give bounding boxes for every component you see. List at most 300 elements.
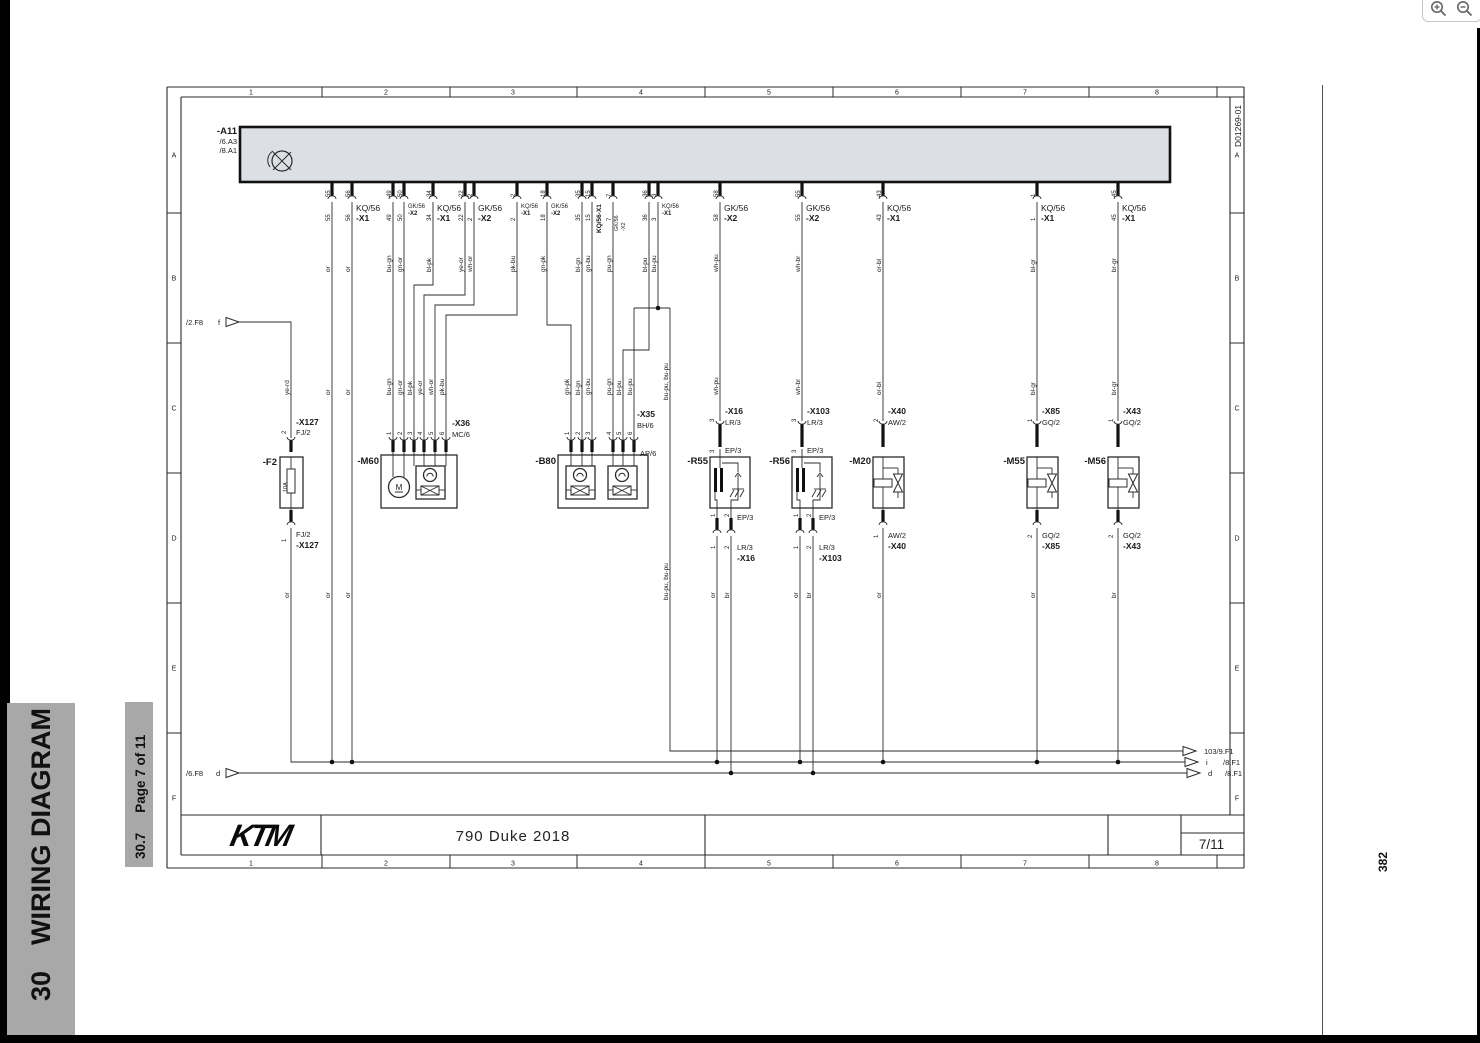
column-label: 2 bbox=[384, 860, 388, 868]
plug-pin-bar bbox=[632, 440, 635, 452]
label: 2 bbox=[725, 513, 731, 517]
wire bbox=[414, 202, 433, 440]
label: EP/3 bbox=[807, 446, 824, 455]
label: 5 bbox=[617, 431, 623, 435]
label: 2 bbox=[398, 431, 404, 435]
junction-dot bbox=[715, 760, 720, 765]
plug-pin-bar bbox=[444, 440, 447, 452]
connector-name: GK/56 bbox=[478, 203, 503, 213]
wire-color-label: gn-or bbox=[397, 379, 404, 395]
pin-number: 43 bbox=[877, 214, 883, 221]
sheet-number: 7/11 bbox=[1198, 836, 1225, 852]
bowtie-valve bbox=[1048, 474, 1057, 483]
connector-port: -X1 bbox=[662, 211, 672, 217]
plug-socket bbox=[287, 522, 295, 525]
label: 5 bbox=[429, 431, 435, 435]
wire-color-label: bl-pu bbox=[642, 257, 649, 272]
wire-color-label: or bbox=[284, 592, 291, 598]
zoom-in-icon[interactable] bbox=[1429, 0, 1449, 19]
row-label: B bbox=[171, 275, 177, 283]
pin-number: 56 bbox=[346, 190, 352, 197]
label: bu-pu, bu-pu bbox=[663, 363, 670, 400]
pin-number: 45 bbox=[1112, 190, 1118, 197]
pin-number: 58 bbox=[714, 190, 720, 197]
label: 10A bbox=[283, 482, 289, 492]
column-label: 4 bbox=[639, 860, 643, 868]
label: -X103 bbox=[807, 406, 830, 416]
label: M bbox=[395, 483, 403, 492]
label: -R56 bbox=[769, 456, 790, 467]
column-label: 7 bbox=[1023, 89, 1027, 97]
pin-number: 55 bbox=[796, 214, 802, 221]
column-label: 8 bbox=[1155, 89, 1159, 97]
column-label: 2 bbox=[384, 89, 388, 97]
connector-port: -X1 bbox=[1122, 213, 1136, 223]
connector-port: -X1 bbox=[437, 213, 451, 223]
wire bbox=[804, 463, 820, 472]
column-label: 7 bbox=[1023, 860, 1027, 868]
junction-dot bbox=[811, 771, 816, 776]
label: -X103 bbox=[819, 553, 842, 563]
pin-number: 3 bbox=[652, 217, 658, 221]
pin-number: 36 bbox=[643, 190, 649, 197]
plug-socket bbox=[1114, 421, 1122, 424]
column-label: 8 bbox=[1155, 860, 1159, 868]
junction-dot bbox=[798, 760, 803, 765]
label: 1 bbox=[794, 513, 800, 517]
cross-ref-arrow bbox=[226, 769, 239, 778]
pin-number: 18 bbox=[541, 214, 547, 221]
wire-color-label: pk-bu bbox=[510, 255, 517, 272]
plug-pin-bar bbox=[289, 440, 292, 452]
pin-number: 55 bbox=[326, 214, 332, 221]
label: -X85 bbox=[1042, 406, 1060, 416]
wire bbox=[670, 308, 1183, 751]
plug-pin-bar bbox=[729, 518, 732, 530]
label: -X43 bbox=[1123, 541, 1141, 551]
label: -X36 bbox=[452, 418, 470, 428]
wire-color-label: br bbox=[806, 592, 813, 598]
wire-color-label: or bbox=[876, 592, 883, 598]
connector-name: KQ/56 bbox=[521, 204, 539, 210]
wire-color-label: pk-bu bbox=[439, 378, 446, 395]
label: i bbox=[1206, 758, 1208, 767]
label: 3 bbox=[710, 449, 716, 453]
wire bbox=[424, 202, 465, 440]
pin-number: 56 bbox=[346, 214, 352, 221]
column-label: 5 bbox=[767, 89, 771, 97]
pin-number: 49 bbox=[387, 190, 393, 197]
wire bbox=[547, 202, 571, 440]
connector-name: KQ/56 bbox=[1122, 203, 1147, 213]
ecu-box bbox=[240, 127, 1170, 182]
wire-color-label: or bbox=[710, 592, 717, 598]
label: 1 bbox=[282, 538, 288, 542]
column-label: 3 bbox=[511, 860, 515, 868]
row-label: A bbox=[171, 152, 177, 160]
pin-number: 34 bbox=[427, 190, 433, 197]
plug-pin-bar bbox=[1035, 424, 1038, 447]
connector-name: GK/56 bbox=[551, 204, 569, 210]
label: BH/6 bbox=[637, 421, 654, 430]
plug-pin-bar bbox=[715, 518, 718, 530]
wire-color-label: ye-rd bbox=[284, 380, 291, 395]
wire-color-label: gn-or bbox=[397, 256, 404, 272]
pin-number: 18 bbox=[541, 190, 547, 197]
wire-color-label: or-bl bbox=[876, 381, 883, 395]
connector-port: -X1 bbox=[887, 213, 901, 223]
connector-name: KQ/56 bbox=[1041, 203, 1066, 213]
resistor-bar bbox=[796, 468, 799, 492]
label: -X40 bbox=[888, 406, 906, 416]
wire-color-label: ye-or bbox=[417, 380, 424, 395]
pin-number: 35 bbox=[576, 214, 582, 221]
wire-color-label: bl-pu bbox=[616, 380, 623, 395]
connector-name: KQ/56 bbox=[887, 203, 912, 213]
wire-color-label: gn-bu bbox=[585, 255, 592, 272]
wire-color-label: wh-or bbox=[428, 378, 435, 395]
label: f bbox=[218, 318, 221, 327]
pin-number: 1 bbox=[1031, 217, 1037, 221]
wire-color-label: gn-bu bbox=[585, 378, 592, 395]
symbol-circle bbox=[574, 469, 587, 482]
cross-ref-arrow bbox=[1187, 769, 1200, 778]
wire bbox=[435, 202, 474, 440]
plug-socket bbox=[716, 421, 724, 424]
label: FJ/2 bbox=[296, 428, 311, 437]
section-number: 30.7 bbox=[132, 832, 148, 859]
pin-number: 58 bbox=[714, 214, 720, 221]
wire-color-label: bu-gn bbox=[386, 378, 393, 395]
wire bbox=[623, 202, 649, 440]
junction-dot bbox=[881, 760, 886, 765]
row-label: F bbox=[171, 795, 177, 803]
plug-socket bbox=[798, 421, 806, 424]
label: -M20 bbox=[849, 456, 871, 467]
connector-port: -X2 bbox=[724, 213, 738, 223]
bowtie-valve bbox=[894, 474, 903, 483]
symbol-circle bbox=[616, 469, 629, 482]
label: 1 bbox=[711, 513, 717, 517]
connector-name: GK/56 bbox=[724, 203, 749, 213]
pin-number: 7 bbox=[607, 193, 613, 197]
plug-socket bbox=[1114, 522, 1122, 525]
label: -B80 bbox=[535, 456, 556, 467]
plug-pin-bar bbox=[422, 440, 425, 452]
wire-color-label: pu-gn bbox=[606, 378, 613, 395]
pin-number: 1 bbox=[1031, 193, 1037, 197]
label: GQ/2 bbox=[1123, 418, 1141, 427]
pin-number: 2 bbox=[468, 217, 474, 221]
label: 2 bbox=[807, 545, 813, 549]
wire-color-label: or-bl bbox=[876, 258, 883, 272]
cross-ref-arrow bbox=[1185, 758, 1198, 767]
cross-ref-arrow bbox=[1183, 747, 1196, 756]
wire bbox=[446, 202, 517, 440]
row-label: E bbox=[1234, 665, 1240, 673]
resistor-bar bbox=[714, 468, 717, 492]
plug-pin-bar bbox=[798, 518, 801, 530]
plug-socket bbox=[879, 522, 887, 525]
label: 1 bbox=[1028, 418, 1034, 422]
label: d bbox=[216, 769, 221, 778]
plug-pin-bar bbox=[1035, 510, 1038, 522]
pin-number: 45 bbox=[1112, 214, 1118, 221]
column-label: 6 bbox=[895, 860, 899, 868]
label: 2 bbox=[807, 513, 813, 517]
plug-pin-bar bbox=[289, 510, 292, 522]
wire-color-label: or bbox=[325, 266, 332, 272]
label: 1 bbox=[565, 431, 571, 435]
bowtie-valve bbox=[1129, 483, 1138, 492]
label: bu-pu, bu-pu bbox=[663, 563, 670, 600]
pin-number: 49 bbox=[387, 214, 393, 221]
pin-number: 2 bbox=[468, 193, 474, 197]
wire bbox=[730, 490, 734, 497]
column-label: 3 bbox=[511, 89, 515, 97]
junction-dot bbox=[330, 760, 335, 765]
label: 3 bbox=[408, 431, 414, 435]
pin-number: 22 bbox=[459, 214, 465, 221]
wire-color-label: or bbox=[793, 592, 800, 598]
label: 4 bbox=[418, 431, 424, 435]
pin-number: 2 bbox=[511, 193, 517, 197]
label: AW/2 bbox=[888, 418, 907, 427]
wire-color-label: or bbox=[325, 389, 332, 395]
wire-color-label: br bbox=[1111, 592, 1118, 598]
plug-pin-bar bbox=[881, 424, 884, 447]
wire bbox=[291, 528, 1185, 762]
label: 6 bbox=[628, 431, 634, 435]
plug-socket bbox=[713, 530, 721, 533]
label: -X43 bbox=[1123, 406, 1141, 416]
label: 2 bbox=[576, 431, 582, 435]
label: -X35 bbox=[637, 409, 655, 419]
symbol-arc bbox=[619, 473, 625, 476]
column-label: 1 bbox=[249, 860, 253, 868]
label: -X127 bbox=[296, 417, 319, 427]
connector-name: GK/56 bbox=[614, 215, 620, 231]
book-page-number: 382 bbox=[1376, 851, 1390, 872]
resistor-bar bbox=[720, 468, 723, 492]
wire-color-label: or bbox=[345, 389, 352, 395]
connector-name: KQ/56 bbox=[356, 203, 381, 213]
wire-color-label: or bbox=[325, 592, 332, 598]
chapter-number: 30 bbox=[25, 970, 56, 1001]
wire-color-label: bl-gr bbox=[1030, 381, 1037, 395]
column-label: 6 bbox=[895, 89, 899, 97]
bowtie-valve bbox=[894, 483, 903, 492]
connector-port: -X2 bbox=[621, 222, 627, 231]
wire-color-label: br-gr bbox=[1111, 381, 1118, 395]
label: -X16 bbox=[737, 553, 755, 563]
label: EP/3 bbox=[725, 446, 742, 455]
label: 2 bbox=[282, 430, 288, 434]
pin-number: 43 bbox=[877, 190, 883, 197]
label: -M55 bbox=[1003, 456, 1025, 467]
plug-socket bbox=[727, 530, 735, 533]
connector-name: GK/56 bbox=[806, 203, 831, 213]
plug-socket bbox=[1033, 421, 1041, 424]
plug-socket bbox=[796, 530, 804, 533]
label: 103/9.F1 bbox=[1204, 747, 1234, 756]
plug-pin-bar bbox=[621, 440, 624, 452]
connector-name: GK/56 bbox=[408, 204, 426, 210]
wire-color-label: wh-br bbox=[795, 378, 802, 395]
label: 2 bbox=[874, 418, 880, 422]
wire-color-label: bl-pk bbox=[407, 380, 414, 395]
label: 2 bbox=[725, 545, 731, 549]
wire-color-label: pu-gn bbox=[606, 255, 613, 272]
connector-port: -X1 bbox=[356, 213, 370, 223]
label: -A11 bbox=[216, 126, 237, 137]
plug-socket bbox=[1033, 522, 1041, 525]
label: D01269-01 bbox=[1233, 104, 1243, 147]
component-box bbox=[558, 455, 648, 508]
label: LR/3 bbox=[819, 543, 835, 552]
label: LR/3 bbox=[737, 543, 753, 552]
label: /2.F8 bbox=[186, 318, 204, 327]
wire-color-label: wh-br bbox=[795, 255, 802, 272]
row-label: A bbox=[1234, 152, 1240, 160]
zoom-out-icon[interactable] bbox=[1455, 0, 1475, 19]
row-label: C bbox=[171, 405, 177, 413]
connector-port: -X2 bbox=[806, 213, 820, 223]
plug-pin-bar bbox=[580, 440, 583, 452]
label: /6.A3 bbox=[219, 137, 237, 146]
connector-name: KQ/56 bbox=[662, 204, 680, 210]
connector-port: -X2 bbox=[408, 211, 418, 217]
junction-dot bbox=[729, 771, 734, 776]
label: -R55 bbox=[687, 456, 708, 467]
column-label: 4 bbox=[639, 89, 643, 97]
pin-number: 55 bbox=[326, 190, 332, 197]
junction-dot bbox=[350, 760, 355, 765]
label: 2 bbox=[1028, 534, 1034, 538]
plug-socket bbox=[809, 530, 817, 533]
plug-pin-bar bbox=[800, 424, 803, 447]
label: 3 bbox=[586, 431, 592, 435]
plug-pin-bar bbox=[1116, 424, 1119, 447]
wire-color-label: gn-pk bbox=[540, 255, 547, 272]
label: LR/3 bbox=[807, 418, 823, 427]
label: 3 bbox=[710, 418, 716, 422]
label: /8.A1 bbox=[219, 146, 237, 155]
label: 4 bbox=[607, 431, 613, 435]
pin-number: 50 bbox=[398, 214, 404, 221]
wire-color-label: or bbox=[345, 592, 352, 598]
wire-color-label: bl-gr bbox=[1030, 258, 1037, 272]
pin-number: 50 bbox=[398, 190, 404, 197]
symbol-arc bbox=[427, 473, 433, 476]
label: -M60 bbox=[357, 456, 379, 467]
pin-number: 55 bbox=[796, 190, 802, 197]
connector-name: KQ/56 bbox=[437, 203, 462, 213]
section-page-label: Page 7 of 11 bbox=[132, 734, 148, 813]
wire-color-label: bl-gn bbox=[575, 380, 582, 395]
resistor-bar bbox=[802, 468, 805, 492]
wire-color-label: bu-pu bbox=[627, 378, 634, 395]
model-title: 790 Duke 2018 bbox=[455, 827, 571, 845]
connector-port: -X1 bbox=[521, 211, 531, 217]
label: /6.F8 bbox=[186, 769, 204, 778]
plug-pin-bar bbox=[811, 518, 814, 530]
label: -X16 bbox=[725, 406, 743, 416]
wire-color-label: or bbox=[345, 266, 352, 272]
pin-number: 36 bbox=[643, 214, 649, 221]
wire-color-label: wh-pu bbox=[713, 377, 720, 395]
wire-color-label: gn-pk bbox=[564, 378, 571, 395]
label: 1 bbox=[794, 545, 800, 549]
label: AW/2 bbox=[888, 531, 907, 540]
junction-dot bbox=[1116, 760, 1121, 765]
wire-color-label: bu-gn bbox=[386, 255, 393, 272]
wire-color-label: wh-pu bbox=[713, 254, 720, 272]
chapter-title: WIRING DIAGRAM bbox=[25, 707, 56, 945]
label: 3 bbox=[792, 449, 798, 453]
label: -F2 bbox=[262, 457, 277, 468]
label: 1 bbox=[387, 431, 393, 435]
label: MC/6 bbox=[452, 430, 470, 439]
wire-color-label: br-gr bbox=[1111, 258, 1118, 272]
symbol-rect bbox=[1109, 479, 1127, 487]
plug-pin-bar bbox=[1116, 510, 1119, 522]
plug-pin-bar bbox=[433, 440, 436, 452]
wire bbox=[722, 463, 738, 472]
junction-dot bbox=[1035, 760, 1040, 765]
wire-color-label: or bbox=[1030, 592, 1037, 598]
wire-color-label: bl-gn bbox=[575, 257, 582, 272]
plug-pin-bar bbox=[391, 440, 394, 452]
row-label: D bbox=[171, 535, 177, 543]
cross-ref-arrow bbox=[226, 318, 239, 327]
wire bbox=[822, 490, 826, 497]
connector-port: -X1 bbox=[1041, 213, 1055, 223]
plug-pin-bar bbox=[881, 510, 884, 522]
wire bbox=[239, 322, 291, 438]
pin-number: 15 bbox=[586, 190, 592, 197]
plug-pin-bar bbox=[611, 440, 614, 452]
bowtie-valve bbox=[1129, 474, 1138, 483]
label: EP/3 bbox=[819, 513, 836, 522]
row-label: E bbox=[171, 665, 177, 673]
connector-name: KQ/56-X1 bbox=[596, 204, 603, 233]
plug-pin-bar bbox=[402, 440, 405, 452]
plug-socket bbox=[879, 421, 887, 424]
pin-number: 3 bbox=[652, 193, 658, 197]
wire bbox=[740, 490, 744, 497]
zoom-toolbar bbox=[1422, 0, 1480, 22]
label: AP/6 bbox=[640, 449, 657, 458]
pin-number: 2 bbox=[511, 217, 517, 221]
column-label: 1 bbox=[249, 89, 253, 97]
connector-port: -X2 bbox=[478, 213, 492, 223]
label: -X85 bbox=[1042, 541, 1060, 551]
label: d bbox=[1208, 769, 1213, 778]
label: 2 bbox=[1109, 534, 1115, 538]
row-label: D bbox=[1234, 535, 1240, 543]
symbol-circle bbox=[424, 469, 437, 482]
label: 1 bbox=[711, 545, 717, 549]
wire bbox=[812, 490, 816, 497]
column-label: 5 bbox=[767, 860, 771, 868]
row-label: F bbox=[1234, 795, 1240, 803]
row-label: C bbox=[1234, 405, 1240, 413]
junction-dot bbox=[656, 306, 661, 311]
label: /8.F1 bbox=[1225, 769, 1243, 778]
label: GQ/2 bbox=[1123, 531, 1141, 540]
symbol-arc bbox=[577, 473, 583, 476]
